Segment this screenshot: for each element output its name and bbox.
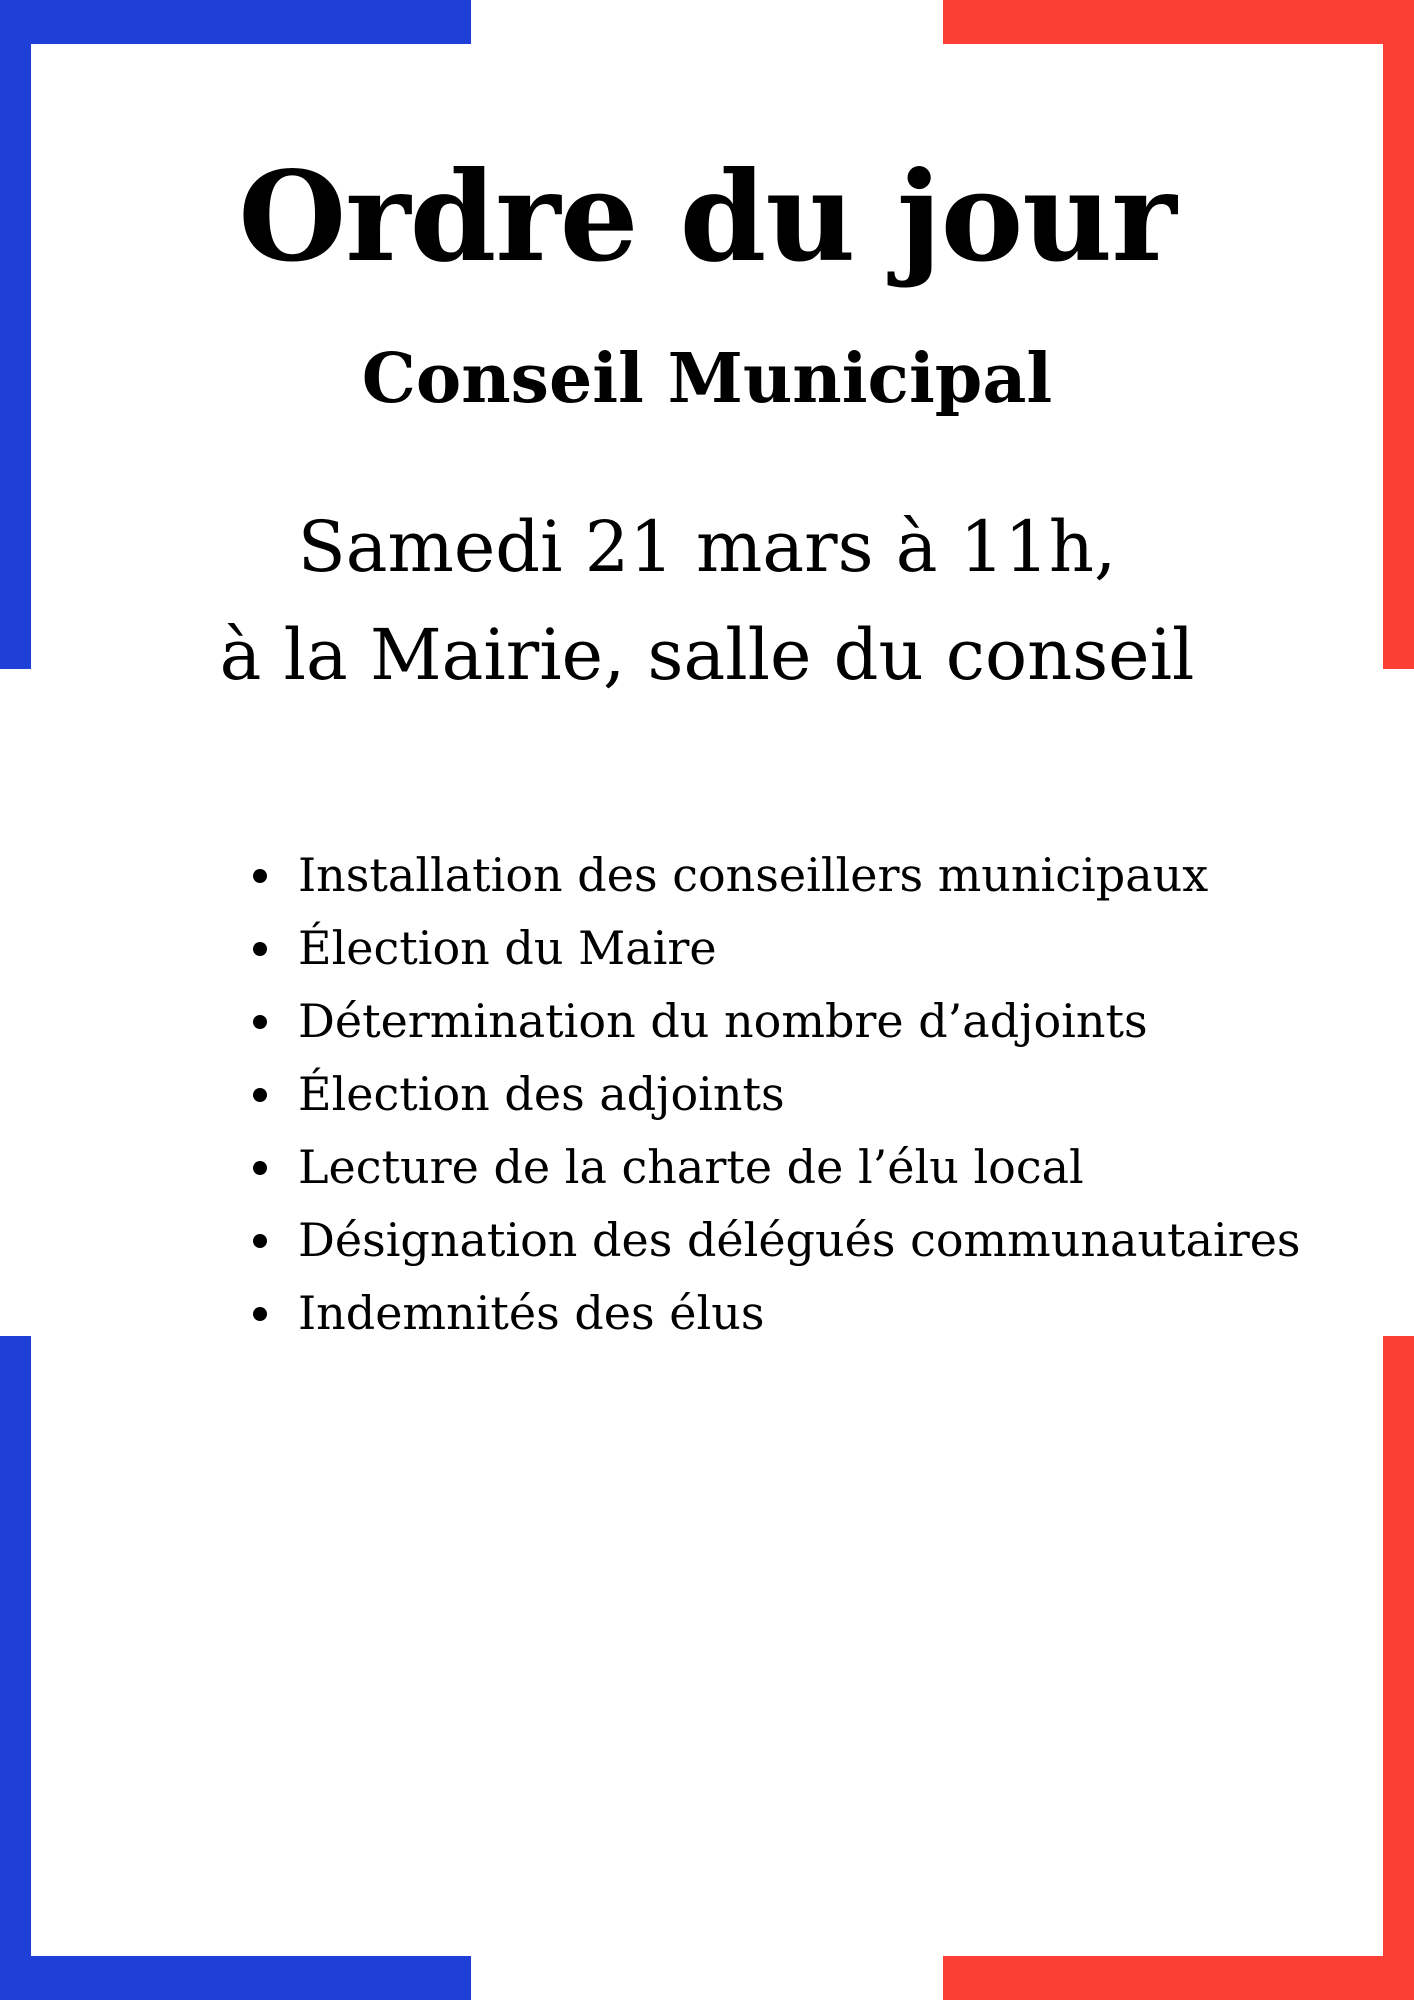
agenda-item [298, 1204, 1301, 1277]
agenda-item-label: Désignation des délégués communautaires [298, 1213, 1301, 1267]
page-subtitle: Conseil Municipal [361, 339, 1053, 419]
meeting-place: à la Mairie, salle du conseil [219, 614, 1195, 696]
agenda-item [298, 1058, 1301, 1131]
meeting-date: Samedi 21 mars à 11h, [297, 506, 1117, 588]
agenda-item-label: Élection des adjoints [298, 1067, 785, 1121]
agenda-item-label: Lecture de la charte de l’élu local [298, 1140, 1084, 1194]
agenda-item-label: Détermination du nombre d’adjoints [298, 994, 1148, 1048]
bullet-icon [253, 1161, 267, 1175]
frame-red-right-lower-bar [1383, 1336, 1414, 2000]
agenda-item [298, 1277, 1301, 1350]
bullet-icon [253, 1234, 267, 1248]
page-title: Ordre du jour [238, 145, 1176, 290]
meeting-details [0, 493, 1414, 709]
bullet-icon [253, 869, 267, 883]
frame-blue-top-bar [0, 0, 471, 44]
frame-blue-left-lower-bar [0, 1336, 31, 2000]
frame-blue-bottom-bar [0, 1956, 471, 2000]
bullet-icon [253, 1307, 267, 1321]
agenda-item [298, 839, 1301, 912]
agenda-item [298, 985, 1301, 1058]
agenda-list [250, 839, 1301, 1350]
bullet-icon [253, 942, 267, 956]
bullet-icon [253, 1088, 267, 1102]
agenda-item-label: Installation des conseillers municipaux [298, 848, 1209, 902]
agenda-item [298, 1131, 1301, 1204]
agenda-item-label: Élection du Maire [298, 921, 717, 975]
agenda-item [298, 912, 1301, 985]
frame-red-bottom-bar [943, 1956, 1414, 2000]
agenda-item-label: Indemnités des élus [298, 1286, 765, 1340]
frame-red-top-bar [943, 0, 1414, 44]
bullet-icon [253, 1015, 267, 1029]
